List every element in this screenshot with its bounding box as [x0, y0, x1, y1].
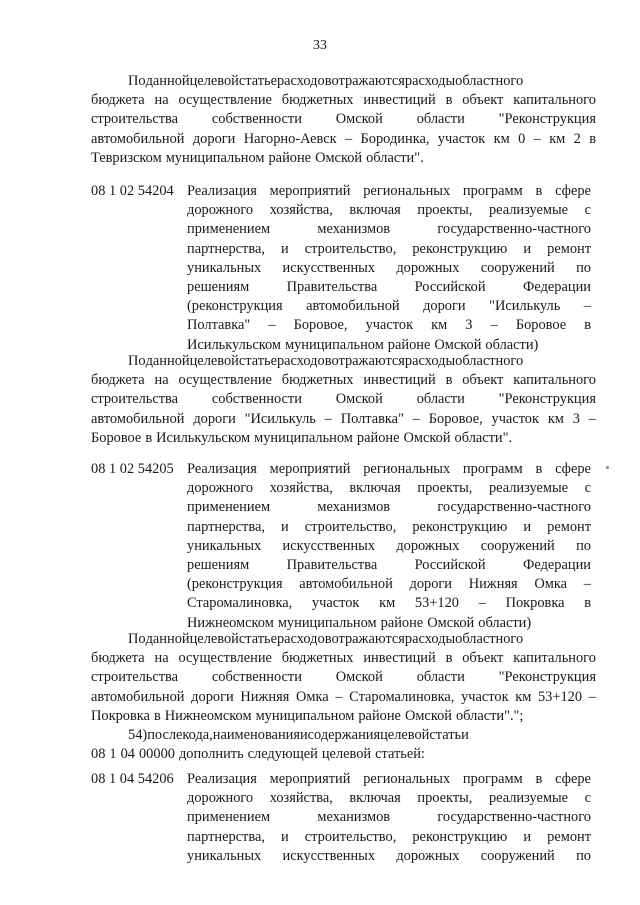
target-article-code: 08 1 04 54206 — [91, 771, 174, 787]
paragraph-1 — [91, 72, 596, 168]
text-line: партнерства, и строительство, реконструкцию и ремонт — [187, 518, 591, 535]
text-line: Реализация мероприятий региональных программ в сфере — [187, 771, 591, 787]
text-line: (реконструкция автомобильной дороги Нижняя Омка – — [187, 576, 591, 593]
text-line: Тевризском муниципальном районе Омской области". — [91, 149, 424, 166]
target-article-code: 08 1 02 54204 — [91, 183, 174, 199]
text-line: Нижнеомском муниципальном районе Омской области) — [187, 614, 532, 631]
text-line: партнерства, и строительство, реконструкцию и ремонт — [187, 828, 591, 845]
text-line: дорожного хозяйства, включая проекты, реализуемые с — [187, 790, 591, 807]
target-article-description — [187, 182, 591, 355]
target-article-code: 08 1 02 54205 — [91, 461, 174, 477]
text-line: Боровое в Исилькульском муниципальном районе Омской области". — [91, 429, 513, 446]
text-line: (реконструкция автомобильной дороги "Исилькуль – — [187, 298, 591, 315]
text-line: Исилькульском муниципальном районе Омской области) — [187, 336, 539, 353]
text-line: применением механизмов государственно-частного — [187, 809, 591, 826]
paragraph-amendment-54 — [91, 726, 596, 764]
text-line: строительства собственности Омской области "Реконструкция — [91, 391, 596, 408]
text-line: бюджета на осуществление бюджетных инвестиций в объект капитального — [91, 372, 596, 389]
text-line: 54) после кода, наименования и содержания целевой статьи — [128, 727, 469, 743]
text-line: автомобильной дороги "Исилькуль – Полтавка" – Боровое, участок км 3 – — [91, 410, 596, 427]
text-line: По данной целевой статье расходов отражаются расходы областного — [128, 631, 524, 647]
target-article-description — [187, 460, 591, 633]
text-line: 08 1 04 00000 дополнить следующей целевой статьей: — [91, 746, 425, 763]
text-line: Покровка в Нижнеомском муниципальном районе Омской области"."; — [91, 707, 524, 724]
text-line: строительства собственности Омской области "Реконструкция — [91, 111, 596, 128]
text-line: применением механизмов государственно-частного — [187, 221, 591, 238]
text-line: бюджета на осуществление бюджетных инвестиций в объект капитального — [91, 650, 596, 667]
scan-speck — [606, 466, 609, 469]
text-line: партнерства, и строительство, реконструкцию и ремонт — [187, 240, 591, 257]
text-line: По данной целевой статье расходов отражаются расходы областного — [128, 353, 524, 369]
text-line: автомобильной дороги Нижняя Омка – Старомалиновка, участок км 53+120 – — [91, 688, 596, 705]
text-line: Старомалиновка, участок км 53+120 – Покровка в — [187, 595, 591, 612]
text-line: дорожного хозяйства, включая проекты, реализуемые с — [187, 202, 591, 219]
text-line: решениям Правительства Российской Федерации — [187, 557, 591, 574]
text-line: решениям Правительства Российской Федерации — [187, 279, 591, 296]
text-line: уникальных искусственных дорожных сооружений по — [187, 847, 591, 864]
text-line: бюджета на осуществление бюджетных инвестиций в объект капитального — [91, 92, 596, 109]
text-line: Реализация мероприятий региональных программ в сфере — [187, 461, 591, 477]
text-line: строительства собственности Омской области "Реконструкция — [91, 669, 596, 686]
text-line: Реализация мероприятий региональных программ в сфере — [187, 183, 591, 199]
page-number: 33 — [313, 38, 327, 53]
text-line: Полтавка" – Боровое, участок км 3 – Боровое в — [187, 317, 591, 334]
paragraph-3 — [91, 630, 596, 726]
text-line: По данной целевой статье расходов отражаются расходы областного — [128, 73, 524, 89]
text-line: применением механизмов государственно-частного — [187, 499, 591, 516]
text-line: дорожного хозяйства, включая проекты, реализуемые с — [187, 480, 591, 497]
text-line: уникальных искусственных дорожных сооружений по — [187, 259, 591, 276]
paragraph-2 — [91, 352, 596, 448]
target-article-description — [187, 770, 591, 866]
text-line: автомобильной дороги Нагорно-Аевск – Бородинка, участок км 0 – км 2 в — [91, 130, 596, 147]
text-line: уникальных искусственных дорожных сооружений по — [187, 537, 591, 554]
